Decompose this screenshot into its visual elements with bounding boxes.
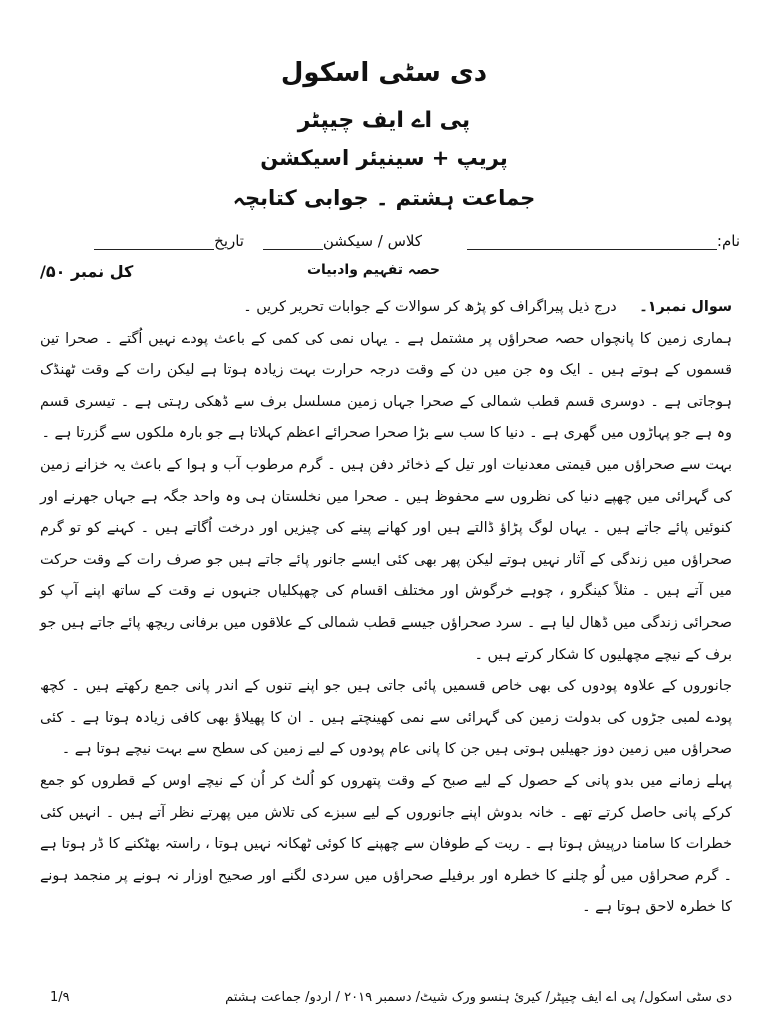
date-blank[interactable]: [94, 235, 214, 250]
section-meta: [40, 262, 740, 288]
paragraph-4: پہلے زمانے میں بدو پانی کے حصول کے لیے صبح کے وقت پتھروں کو اُلٹ کر اُن کے نیچے اوس کے قطروں کو جمع کرکے پانی حاصل کرتے تھے ۔ خانہ بدوش اپنے جانوروں کے لیے سبزے کی تلاش میں پھرتے نظر آتے ہیں ۔ انہیں کئی خطرات کا سامنا درپیش ہوتا ہے ۔ ریت کے طوفان سے چھپنے کا کوئی ٹھکانہ نہیں ہوتا ، راستہ بھٹکنے کا ڈر ہوتا ہے ۔ گرم صحراؤں میں لُو چلنے کا خطرہ اور برفیلے صحراؤں میں سردی لگنے اور صحیح اوزار نہ ہونے پر منجمد ہونے کا خطرہ لاحق ہوتا ہے ۔: [40, 772, 732, 916]
class-heading: جماعت ہشتم ۔ جوابی کتابچہ: [232, 186, 536, 210]
name-blank[interactable]: [467, 235, 717, 250]
question-instruction-line: [40, 292, 732, 324]
footer-text: دی سٹی اسکول/ پی اے ایف چیپٹر/ کیرئ ہنسو ورک شیٹ/ دسمبر ۲۰۱۹ / اردو/ جماعت ہشتم: [225, 990, 732, 1005]
school-title: دی سٹی اسکول: [280, 58, 488, 88]
student-info-fields: [48, 232, 740, 256]
chapter-title: پی اے ایف چیپٹر: [297, 108, 471, 133]
date-label: تاریخ: [214, 232, 244, 250]
question-label: سوال نمبر۱۔: [639, 299, 732, 315]
class-section-blank[interactable]: [263, 235, 323, 250]
paragraph-1: ہماری زمین کا پانچواں حصہ صحراؤں پر مشتمل ہے ۔ یہاں نمی کی کمی کے باعث پودے نہیں اُگتے ۔ صحرا تین قسموں کے ہوتے ہیں ۔ ایک وہ جن میں دن کے وقت درجہ حرارت بہت زیادہ ہوتا ہے لیکن رات کے وقت ٹھنڈک ہوجاتی ہے ۔ دوسری قسم قطب شمالی کے صحرا جہاں زمین مسلسل برف سے ڈھکی رہتی ہے ۔ تیسری قسم وہ ہے جو پہاڑوں میں گھری ہے ۔ دنیا کا سب سے بڑا صحرا صحرائے اعظم کہلاتا ہے جو بارہ ملکوں سے گزرتا ہے ۔: [40, 330, 732, 442]
name-field[interactable]: [467, 232, 740, 250]
section-title: حصہ تفہیم وادبیات: [306, 262, 440, 278]
paragraph-3: جانوروں کے علاوہ پودوں کی بھی خاص قسمیں پائی جاتی ہیں جو اپنے تنوں کے اندر پانی جمع رکھتے ہیں ۔ کچھ پودے لمبی جڑوں کی بدولت زمین کی گہرائی سے نمی کھینچتے ہیں ۔ ان کا پھیلاؤ بھی کافی زیادہ ہوتا ہے ۔ کئی صحراؤں میں زمین دوز جھیلیں ہوتی ہیں جن کا پانی عام پودوں کے لیے زمین کی سطح سے بہت نیچے ہوتا ہے ۔: [40, 678, 732, 758]
date-field[interactable]: [94, 232, 244, 250]
question-body: [40, 292, 732, 924]
section-heading: پریپ + سینیئر اسیکشن: [260, 146, 508, 170]
page-footer: [40, 990, 732, 1014]
class-section-label: کلاس / سیکشن: [322, 232, 422, 250]
paragraph-2: بہت سے صحراؤں میں قیمتی معدنیات اور تیل کے ذخائر دفن ہیں ۔ گرم مرطوب آب و ہوا کے باعث یہ خزانے زمین کی گہرائی میں چھپے دنیا کی نظروں سے محفوظ ہیں ۔ صحرا میں نخلستان ہی وہ واحد جگہ ہے جہاں جھرنے اور کنوئیں پائے جاتے ہیں ۔ یہاں لوگ پڑاؤ ڈالتے ہیں اور کھانے پینے کی چیزیں اور درخت اُگاتے ہیں ۔ کہنے کو تو گرم صحراؤں میں زندگی کے آثار نہیں ہوتے لیکن پھر بھی کئی ایسے جانور پائے جاتے ہیں جو صرف رات کے وقت حرکت میں آتے ہیں ۔ مثلاً کینگرو ، چوہے خرگوش اور مختلف اقسام کی چھپکلیاں جنہوں نے وقت کے ساتھ اپنے آپ کو صحرائی زندگی میں ڈھال لیا ہے ۔ سرد صحراؤں جیسے قطب شمالی کے علاقوں میں برفانی ریچھ پائے جاتے ہیں جو برف کے نیچے مچھلیوں کا شکار کرتے ہیں ۔: [40, 456, 732, 663]
total-marks: کل نمبر ۵۰/: [40, 262, 134, 281]
class-section-field[interactable]: [263, 232, 422, 250]
name-label: نام:: [716, 232, 740, 250]
question-instruction: درج ذیل پیراگراف کو پڑھ کر سوالات کے جوابات تحریر کریں ۔: [243, 299, 617, 315]
page-number: 1/۹: [50, 990, 70, 1005]
